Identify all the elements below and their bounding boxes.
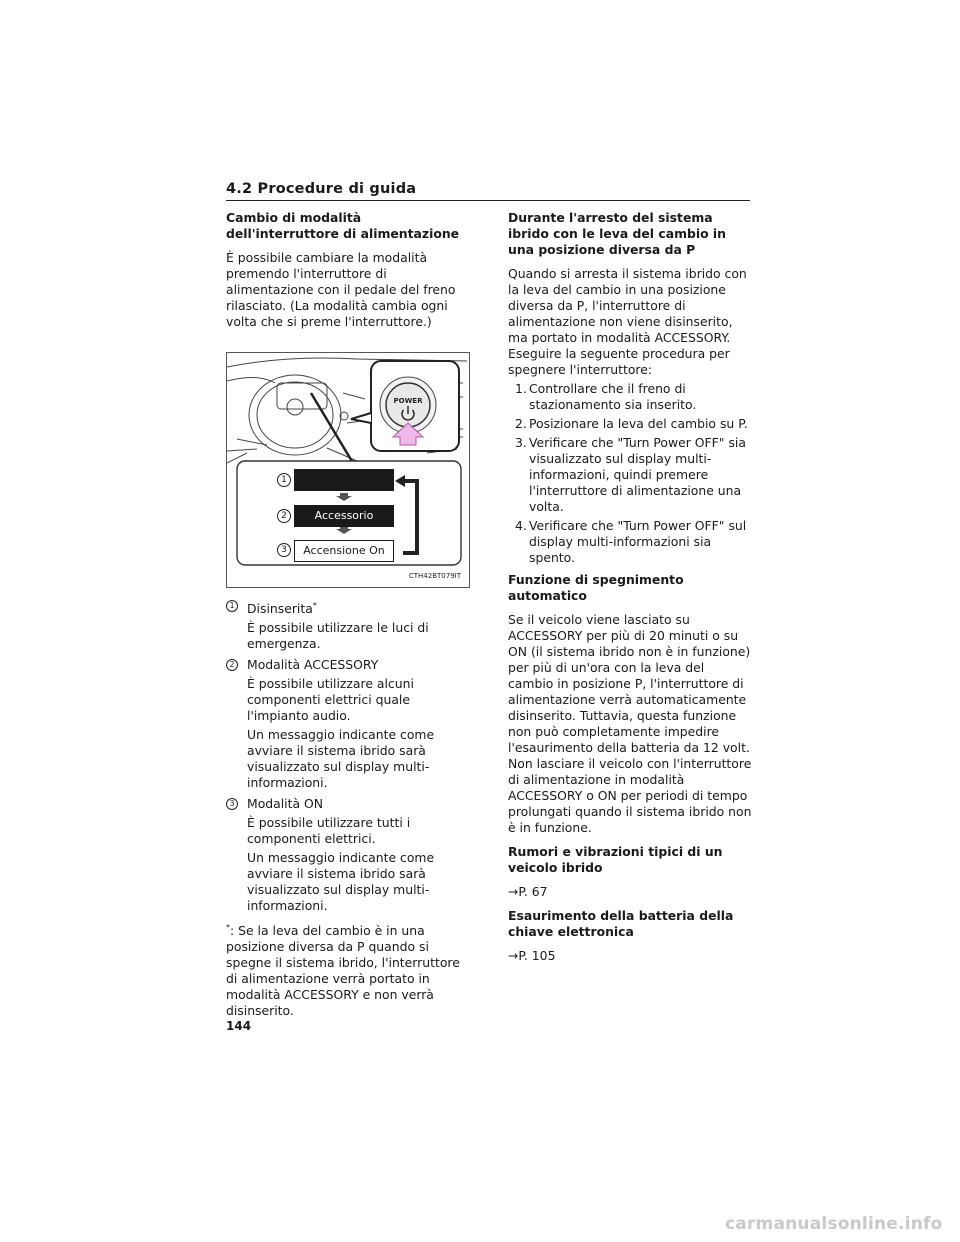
mode-item-title: Disinserita xyxy=(247,601,313,617)
mode-item-number: 1 xyxy=(226,600,238,612)
left-title: Cambio di modalità dell'interruttore di alimentazione xyxy=(226,210,460,241)
step-number: 1. xyxy=(515,381,527,396)
mode-item-desc: Un messaggio indicante come avviare il sistema ibrido sarà visualizzato sul display multi-informazioni. xyxy=(247,727,435,791)
step-number: 3. xyxy=(515,435,527,450)
step-text: Controllare che il freno di stazionamento sia inserito. xyxy=(529,381,697,412)
footnote-mark: * xyxy=(312,601,317,610)
mode-item-desc: Un messaggio indicante come avviare il sistema ibrido sarà visualizzato sul display multi-informazioni. xyxy=(247,850,435,914)
right-title-4: Esaurimento della batteria della chiave elettronica xyxy=(508,908,734,939)
step-text: Posizionare la leva del cambio su P. xyxy=(529,416,748,431)
mode-number-2: 2 xyxy=(277,509,291,523)
mode-item-number: 3 xyxy=(226,798,238,810)
step-item xyxy=(515,416,753,432)
mode-item-number: 2 xyxy=(226,659,238,671)
step-number: 2. xyxy=(515,416,527,431)
power-switch-figure xyxy=(226,352,470,588)
mode-item-title: Modalità ON xyxy=(247,796,324,812)
page-reference-105[interactable]: →P. 105 xyxy=(508,948,556,963)
page-reference-67[interactable]: →P. 67 xyxy=(508,884,548,899)
mode-off-box xyxy=(294,469,394,491)
footnote xyxy=(226,920,472,1019)
step-text: Verificare che "Turn Power OFF" sia visualizzato sul display multi-informazioni, quindi premere l'interruttore di alimentazione una volta. xyxy=(529,435,746,514)
mode-item-title: Modalità ACCESSORY xyxy=(247,657,379,673)
right-title-1: Durante l'arresto del sistema ibrido con le leva del cambio in una posizione diversa da P xyxy=(508,210,726,257)
mode-item-desc: È possibile utilizzare le luci di emergenza. xyxy=(247,620,429,652)
mode-item-3 xyxy=(226,796,472,812)
mode-item-2 xyxy=(226,657,472,673)
right-title-3: Rumori e vibrazioni tipici di un veicolo ibrido xyxy=(508,844,723,875)
watermark: carmanualsonline.info xyxy=(725,1214,943,1234)
section-header xyxy=(226,178,750,201)
right-column xyxy=(508,210,753,972)
footnote-text: : Se la leva del cambio è in una posizione diversa da P quando si spegne il sistema ibrido, l'interruttore di alimentazione verrà portato in modalità ACCESSORY e non verrà disinserito. xyxy=(226,923,460,1019)
step-item xyxy=(515,518,753,566)
step-text: Verificare che "Turn Power OFF" sul display multi-informazioni sia spento. xyxy=(529,518,747,565)
right-para-1: Quando si arresta il sistema ibrido con la leva del cambio in una posizione diversa da P, l'interruttore di alimentazione non viene disinserito, ma portato in modalità ACCESSORY. Eseguire la seguente procedura per spegnere l'interruttore: xyxy=(508,266,747,377)
mode-item-desc: È possibile utilizzare alcuni componenti elettrici quale l'impianto audio. xyxy=(247,676,414,724)
mode-accessory-box: Accessorio xyxy=(294,505,394,527)
section-title: 4.2 Procedure di guida xyxy=(226,181,417,197)
right-title-2: Funzione di spegnimento automatico xyxy=(508,572,684,603)
footnote-symbol: * xyxy=(226,923,230,933)
mode-item-desc: È possibile utilizzare tutti i componenti elettrici. xyxy=(247,815,411,847)
mode-number-3: 3 xyxy=(277,543,291,557)
step-item xyxy=(515,435,753,515)
figure-code: CTH42BT079IT xyxy=(408,572,461,580)
mode-number-1: 1 xyxy=(277,473,291,487)
step-item xyxy=(515,381,753,413)
shutdown-steps xyxy=(515,381,753,566)
power-button-label: POWER xyxy=(393,397,423,405)
left-intro: È possibile cambiare la modalità premendo l'interruttore di alimentazione con il pedale del freno rilasciato. (La modalità cambia ogni volta che si preme l'interruttore.) xyxy=(226,250,456,329)
left-column xyxy=(226,210,472,1027)
step-number: 4. xyxy=(515,518,527,533)
mode-ignition-on-box: Accensione On xyxy=(294,540,394,562)
mode-item-1 xyxy=(226,598,472,617)
right-para-2: Se il veicolo viene lasciato su ACCESSORY per più di 20 minuti o su ON (il sistema ibrido non è in funzione) per più di un'ora con la leva del cambio in posizione P, l'interruttore di alimentazione verrà automaticamente disinserito. Tuttavia, questa funzione non può completamente impedire l'esaurimento della batteria da 12 volt. Non lasciare il veicolo con l'interruttore di alimentazione in modalità ACCESSORY o ON per periodi di tempo prolungati quando il sistema ibrido non è in funzione. xyxy=(508,612,752,835)
page-number: 144 xyxy=(226,1019,252,1033)
